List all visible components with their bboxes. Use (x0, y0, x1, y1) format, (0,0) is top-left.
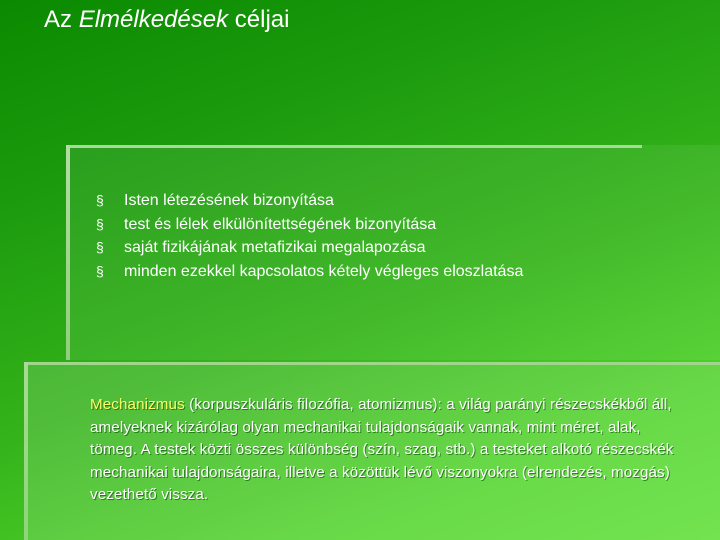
bullet-item (96, 213, 523, 236)
slide-title (44, 6, 289, 34)
bullet-list (96, 189, 523, 283)
mechanism-panel-top-border (28, 362, 720, 365)
title-prefix: Az (44, 6, 79, 33)
bullet-text: minden ezekkel kapcsolatos kétely végleges eloszlatása (124, 262, 524, 280)
bullet-text: saját fizikájának metafizikai megalapozása (124, 239, 426, 256)
bullet-marker-icon: § (96, 215, 104, 232)
title-suffix: céljai (228, 6, 290, 33)
mechanism-paragraph (90, 394, 690, 507)
bullet-item (96, 189, 523, 212)
bullet-item (96, 236, 523, 259)
bullet-item (96, 260, 523, 283)
bullet-marker-icon: § (96, 239, 104, 255)
mechanism-definition: (korpuszkuláris filozófia, atomizmus): a világ parányi részecskékből áll, amelyeknek kizárólag olyan mechanikai tulajdonságaik vannak, mint méret, alak, tömeg. A testek közti összes különbség (szín, szag, stb.) a testeket alkotó részecskék mechanikai tulajdonságaira, illetve a közöttük lévő viszonyokra (elrendezés, mozgás) vezethető vissza. (90, 396, 674, 503)
mechanism-panel-left-border (24, 362, 28, 540)
title-italic: Elmélkedések (78, 6, 229, 33)
bullet-marker-icon: § (96, 262, 104, 279)
bullet-text: Isten létezésének bizonyítása (124, 192, 334, 209)
bullet-marker-icon: § (96, 192, 104, 208)
bullet-text: test és lélek elkülönítettségének bizonyítása (124, 215, 437, 233)
bullet-panel-left-border (66, 145, 70, 360)
bullet-panel-top-border (70, 145, 642, 148)
mechanism-term: Mechanizmus (90, 396, 185, 413)
